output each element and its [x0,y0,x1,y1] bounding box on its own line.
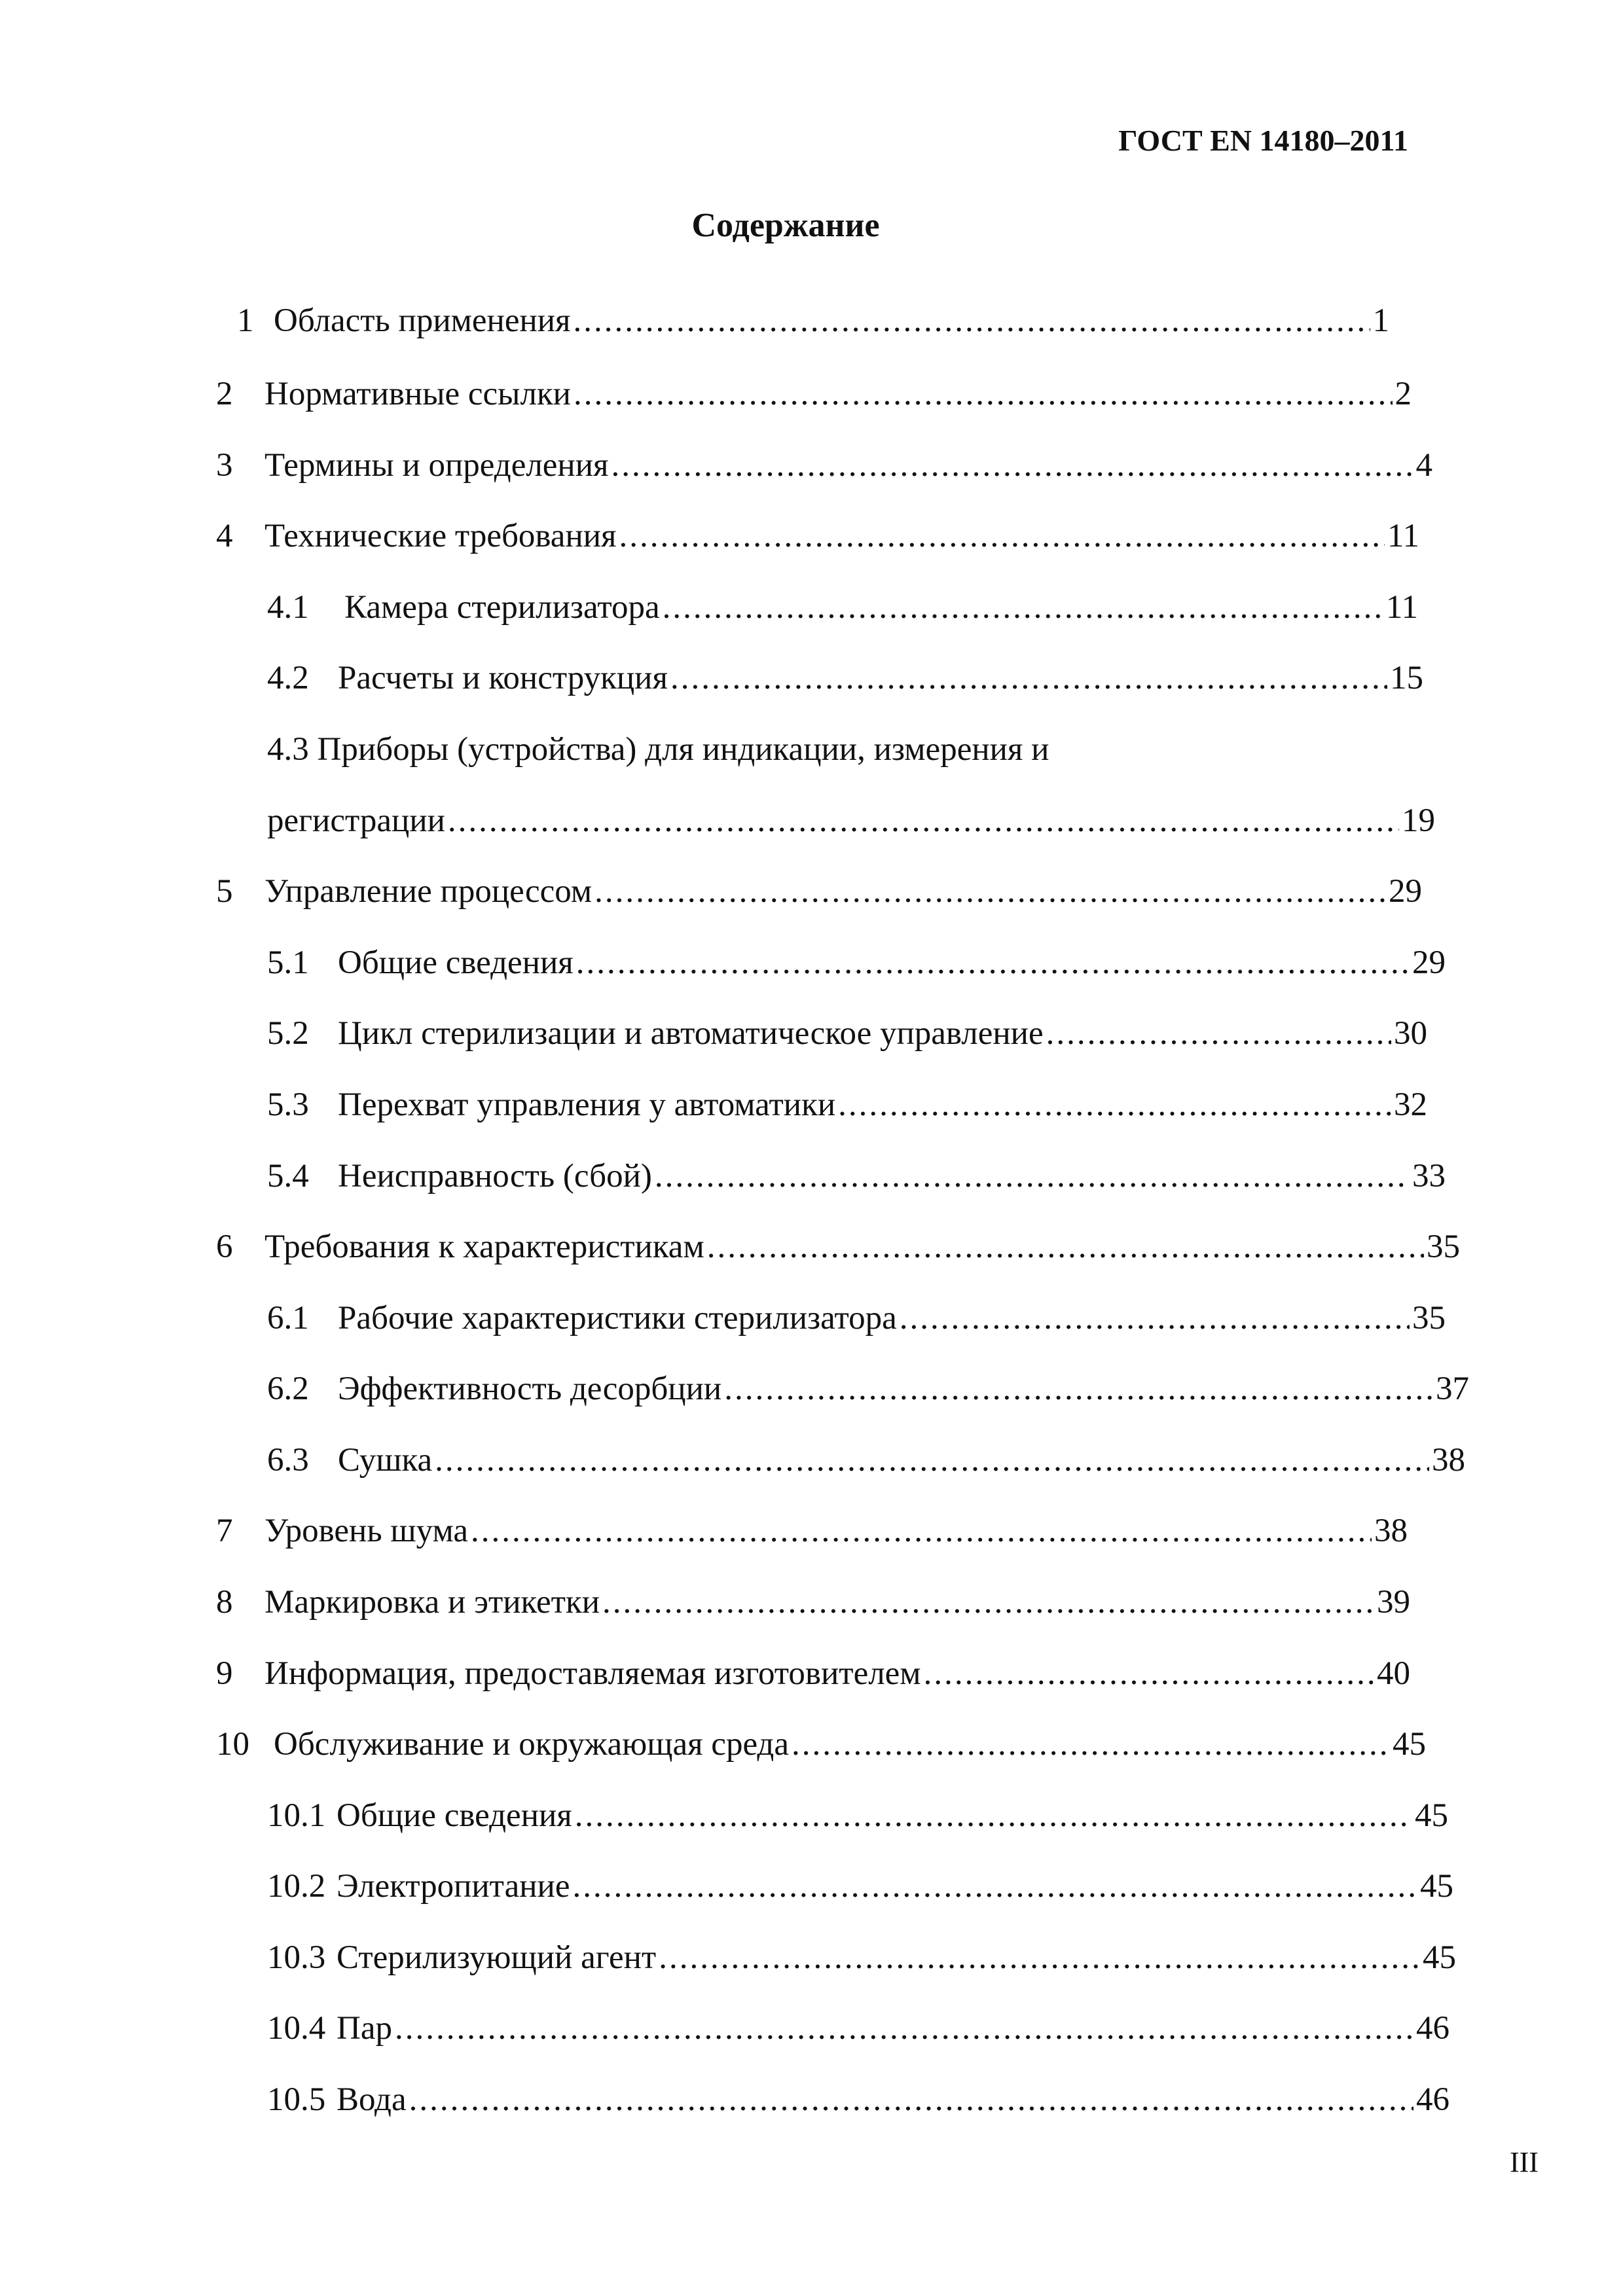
toc-entry-number: 5.1 [267,944,309,981]
toc-entry-page: 29 [1389,873,1422,910]
toc-entry-number: 6.1 [267,1300,309,1336]
leader-dots [619,513,1385,559]
leader-dots [611,442,1413,488]
toc-entry-page: 29 [1412,944,1446,981]
toc-entry-10-1[interactable] [267,1793,1448,1839]
toc-entry-page: 19 [1402,802,1435,839]
toc-entry-title: Расчеты и конструкция [338,660,668,696]
toc-entry-title: Общие сведения [337,1797,572,1834]
toc-entry-1[interactable] [237,298,1389,344]
toc-entry-6-3[interactable] [267,1437,1465,1483]
toc-entry-page: 45 [1415,1797,1448,1834]
leader-dots [471,1508,1372,1554]
toc-entry-number: 1 [237,302,254,339]
toc-entry-number: 10.3 [267,1939,326,1976]
toc-entry-title: Область применения [274,302,571,339]
toc-entry-number: 10.4 [267,2010,326,2047]
toc-entry-page: 38 [1432,1442,1465,1479]
toc-entry-title: Электропитание [337,1868,570,1905]
leader-dots [594,869,1386,914]
leader-dots [792,1721,1390,1767]
toc-entry-title: Технические требования [264,518,617,554]
document-code: ГОСТ EN 14180–2011 [1118,124,1408,157]
toc-entry-page: 33 [1412,1158,1446,1194]
toc-entry-page: 39 [1377,1584,1410,1621]
toc-entry-number: 5 [216,873,233,910]
leader-dots [659,1935,1420,1981]
leader-dots [707,1224,1424,1270]
toc-entry-5[interactable] [216,869,1422,914]
toc-entry-5-2[interactable] [267,1011,1427,1056]
leader-dots [663,584,1383,630]
toc-entry-title: Вода [337,2081,407,2118]
toc-entry-title: Сушка [338,1442,433,1479]
toc-entry-6[interactable] [216,1224,1460,1270]
toc-entry-number: 6 [216,1229,233,1265]
toc-entry-title: Термины и определения [264,447,609,484]
toc-entry-number: 7 [216,1513,233,1549]
toc-entry-5-4[interactable] [267,1153,1446,1199]
toc-entry-title: Информация, предоставляемая изготовителем [264,1655,921,1692]
toc-entry-number: 5.4 [267,1158,309,1194]
toc-entry-page: 11 [1387,518,1419,554]
leader-dots [572,1863,1417,1909]
toc-entry-title: Управление процессом [264,873,593,910]
toc-entry-number: 2 [216,376,233,412]
toc-entry-10-2[interactable] [267,1863,1453,1909]
toc-entry-title: Нормативные ссылки [264,376,571,412]
leader-dots [1046,1011,1391,1056]
toc-entry-2[interactable] [216,371,1412,417]
toc-entry-title: Перехват управления у автоматики [338,1086,836,1123]
toc-entry-4[interactable] [216,513,1419,559]
toc-entry-page: 45 [1423,1939,1456,1976]
toc-entry-page: 45 [1420,1868,1453,1905]
toc-entry-number: 10.5 [267,2081,326,2118]
leader-dots [924,1651,1374,1696]
leader-dots [900,1295,1410,1341]
leader-dots [435,1437,1429,1483]
toc-entry-7[interactable] [216,1508,1408,1554]
toc-entry-number: 4 [216,518,233,554]
toc-entry-page: 32 [1394,1086,1427,1123]
toc-entry-title: Рабочие характеристики стерилизатора [338,1300,897,1336]
leader-dots [575,1793,1412,1839]
toc-entry-number: 10.2 [267,1868,326,1905]
toc-entry-number: 6.2 [267,1371,309,1407]
toc-entry-10-5[interactable] [267,2077,1450,2123]
toc-entry-8[interactable] [216,1579,1410,1625]
toc-entry-page: 11 [1385,589,1418,626]
toc-entry-number: 4.3 [267,731,309,768]
leader-dots [409,2077,1413,2123]
toc-entry-page: 2 [1395,376,1412,412]
toc-entry-4-3[interactable] [267,726,1049,772]
toc-entry-page: 35 [1412,1300,1446,1336]
toc-entry-5-3[interactable] [267,1082,1427,1128]
toc-entry-title: Маркировка и этикетки [264,1584,600,1621]
toc-entry-number: 5.3 [267,1086,309,1123]
toc-entry-page: 40 [1377,1655,1410,1692]
toc-entry-title: Общие сведения [338,944,574,981]
toc-entry-page: 38 [1374,1513,1408,1549]
leader-dots [395,2005,1413,2051]
toc-entry-title: Неисправность (сбой) [338,1158,652,1194]
toc-entry-10-4[interactable] [267,2005,1450,2051]
leader-dots [576,940,1410,986]
leader-dots [655,1153,1410,1199]
toc-entry-page: 45 [1393,1726,1426,1763]
toc-entry-title: Приборы (устройства) для индикации, измерения и [317,731,1049,768]
toc-entry-title: Стерилизующий агент [337,1939,657,1976]
toc-entry-number: 3 [216,447,233,484]
toc-entry-5-1[interactable] [267,940,1446,986]
toc-entry-4-2[interactable] [267,655,1423,701]
toc-entry-number: 5.2 [267,1015,309,1052]
leader-dots [574,298,1370,344]
page-title: Содержание [691,207,880,244]
toc-entry-title: Цикл стерилизации и автоматическое управление [338,1015,1044,1052]
toc-entry-number: 10 [216,1726,249,1763]
toc-entry-number: 9 [216,1655,233,1692]
toc-entry-page: 35 [1427,1229,1460,1265]
toc-entry-title: Обслуживание и окружающая среда [274,1726,789,1763]
leader-dots [448,798,1399,844]
toc-entry-page: 15 [1390,660,1423,696]
toc-entry-4-1[interactable] [267,584,1418,630]
toc-entry-number: 6.3 [267,1442,309,1479]
toc-entry-title: Камера стерилизатора [344,589,660,626]
leader-dots [724,1366,1433,1412]
leader-dots [574,371,1393,417]
toc-entry-number: 8 [216,1584,233,1621]
toc-entry-10-3[interactable] [267,1935,1456,1981]
toc-entry-title: Требования к характеристикам [264,1229,704,1265]
leader-dots [838,1082,1391,1128]
toc-entry-page: 37 [1436,1371,1469,1407]
toc-entry-title: Уровень шума [264,1513,469,1549]
toc-entry-title: Пар [337,2010,392,2047]
page-number: III [1510,2146,1539,2178]
toc-entry-title-continuation: регистрации [267,802,445,839]
toc-entry-6-2[interactable] [267,1366,1469,1412]
toc-entry-3[interactable] [216,442,1432,488]
toc-entry-page: 1 [1372,302,1389,339]
toc-entry-10[interactable] [216,1721,1426,1767]
toc-entry-page: 46 [1416,2010,1450,2047]
toc-entry-page: 30 [1394,1015,1427,1052]
toc-entry-6-1[interactable] [267,1295,1446,1341]
toc-entry-number: 4.1 [267,589,309,626]
toc-entry-4-3-continuation[interactable] [267,798,1435,844]
toc-entry-number: 10.1 [267,1797,326,1834]
toc-entry-title: Эффективность десорбции [338,1371,722,1407]
leader-dots [602,1579,1374,1625]
toc-entry-page: 4 [1415,447,1432,484]
leader-dots [670,655,1387,701]
toc-entry-page: 46 [1416,2081,1450,2118]
toc-entry-9[interactable] [216,1651,1410,1696]
toc-entry-number: 4.2 [267,660,309,696]
